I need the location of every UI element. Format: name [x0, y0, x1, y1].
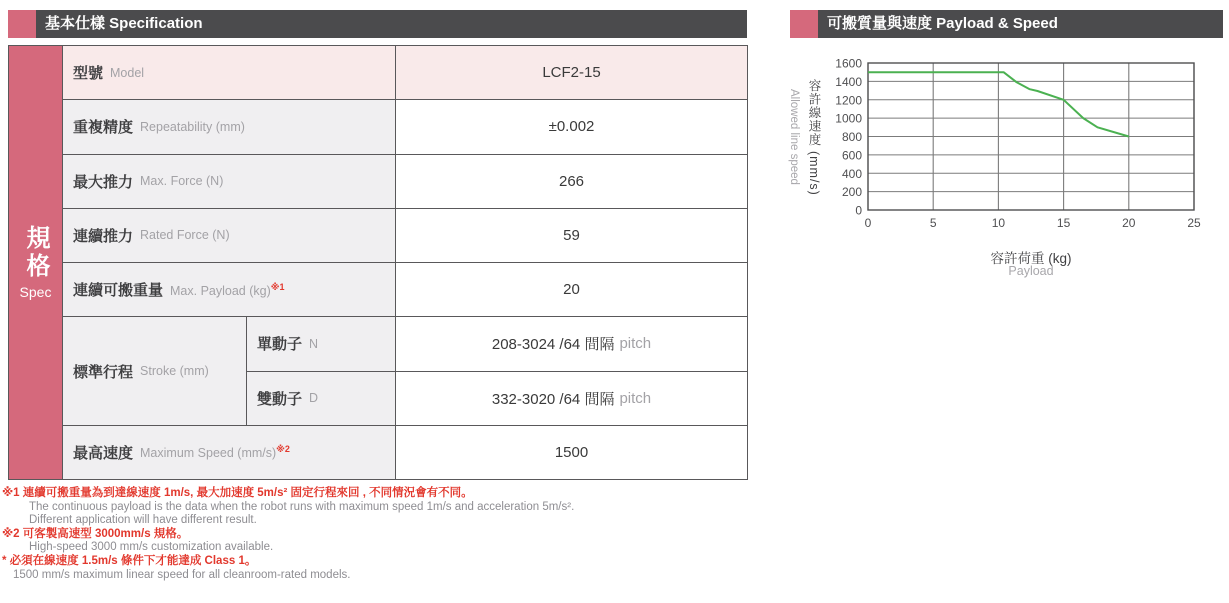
spec-band-label-en: Spec — [19, 284, 52, 300]
label-zh: 標準行程 — [73, 363, 134, 381]
footnote-line: 1500 mm/s maximum linear speed for all cleanroom-rated models. — [13, 568, 351, 581]
row-label-rated-force — [63, 209, 395, 262]
label-zh: 連續推力 — [73, 227, 134, 245]
value-repeatability — [396, 100, 747, 153]
label-en: Max. Payload (kg)$^{※1}$ — [170, 281, 285, 298]
svg-text:400: 400 — [841, 166, 862, 181]
x-axis-title-en: Payload — [1008, 264, 1054, 278]
spec-table — [8, 45, 748, 480]
value-text: 20 — [563, 281, 580, 299]
svg-text:20: 20 — [1122, 216, 1136, 230]
svg-text:200: 200 — [841, 185, 862, 200]
spec-band-label-zh: 規格 — [22, 225, 49, 281]
value-unit: pitch — [619, 389, 652, 407]
payload-speed-section-title: 可搬質量與速度 Payload & Speed — [818, 10, 1223, 38]
svg-text:25: 25 — [1187, 216, 1201, 230]
svg-text:600: 600 — [841, 148, 862, 163]
payload-speed-chart — [780, 50, 1229, 285]
x-axis-title-zh: 容許荷重 (kg) — [990, 251, 1072, 266]
svg-text:1600: 1600 — [835, 56, 862, 71]
footnote-ref: ※1 — [270, 281, 285, 292]
label-zh: 連續可搬重量 — [73, 282, 164, 300]
label-en: D — [309, 391, 319, 406]
svg-text:1400: 1400 — [835, 74, 862, 89]
svg-text:15: 15 — [1056, 216, 1071, 230]
svg-text:0: 0 — [855, 203, 862, 218]
value-dual-slider-stroke — [396, 372, 747, 425]
label-en: Repeatability (mm) — [140, 119, 245, 134]
value-text: 208-3024 /64 間隔 — [491, 336, 615, 354]
row-label-max-force — [63, 155, 395, 208]
value-text: LCF2-15 — [542, 64, 601, 82]
row-label-dual-slider — [247, 372, 395, 425]
footnotes — [2, 487, 702, 582]
svg-text:800: 800 — [841, 130, 862, 144]
svg-text:1200: 1200 — [835, 93, 862, 108]
footnote-ref: ※2 — [276, 444, 290, 455]
value-text: 59 — [563, 226, 580, 244]
value-text: ±0.002 — [548, 118, 595, 136]
label-zh: 最大推力 — [73, 173, 134, 191]
row-label-repeatability — [63, 100, 395, 153]
footnote-line: The continuous payload is the data when the robot runs with maximum speed 1m/s and acceleration 5m/s². — [29, 500, 575, 513]
value-text: 332-3020 /64 間隔 — [491, 390, 615, 408]
svg-text:0: 0 — [864, 216, 872, 230]
value-rated-force — [396, 209, 747, 262]
label-en: Stroke (mm) — [140, 364, 209, 378]
svg-text:10: 10 — [991, 216, 1006, 230]
value-max-speed — [396, 426, 747, 479]
label-zh: 型號 — [73, 65, 104, 83]
value-model — [396, 46, 747, 99]
accent-square-icon — [790, 10, 818, 38]
value-unit: pitch — [619, 335, 652, 353]
footnote-line: Different application will have different result. — [29, 514, 257, 527]
label-en: Maximum Speed $(mm/s)^{※2}$ — [140, 444, 290, 461]
label-en: Rated Force (N) — [140, 228, 230, 243]
row-label-model — [63, 46, 395, 99]
label-zh: 重複精度 — [73, 119, 134, 137]
footnote-line: High-speed 3000 mm/s customization available. — [29, 541, 274, 554]
value-text: 266 — [558, 172, 585, 190]
footnote-line: ※2 可客製高速型 3000mm/s 規格。 — [2, 527, 189, 540]
label-en: Model — [110, 65, 145, 80]
row-label-stroke — [63, 317, 246, 425]
label-zh: 單動子 — [257, 336, 303, 354]
row-label-max-speed — [63, 426, 395, 479]
footnote-line: * 必須在線速度 1.5m/s 條件下才能達成 Class 1。 — [2, 554, 257, 567]
row-label-single-slider — [247, 317, 395, 370]
value-single-slider-stroke — [396, 317, 747, 370]
label-zh: 雙動子 — [257, 390, 303, 408]
label-en: Max. Force (N) — [140, 174, 224, 189]
footnote-line: ※1 連續可搬重量為到達線速度 1m/s, 最大加速度 5m/s² 固定行程來回 , 不同情況會有不同。 — [2, 487, 473, 499]
value-max-payload — [396, 263, 747, 316]
y-axis-title-en: Allowed line speed — [788, 89, 800, 185]
y-axis-title-zh: 容許線速度 (mm/s) — [807, 78, 821, 196]
value-max-force — [396, 155, 747, 208]
svg-text:1000: 1000 — [835, 111, 862, 126]
label-zh: 最高速度 — [73, 444, 134, 462]
row-label-max-payload — [63, 263, 395, 316]
svg-text:5: 5 — [929, 216, 937, 230]
spec-band — [9, 46, 62, 479]
label-en: N — [309, 336, 319, 351]
value-text: 1500 — [554, 443, 589, 461]
specification-section-title: 基本仕樣 Specification — [36, 10, 747, 38]
accent-square-icon — [8, 10, 36, 38]
